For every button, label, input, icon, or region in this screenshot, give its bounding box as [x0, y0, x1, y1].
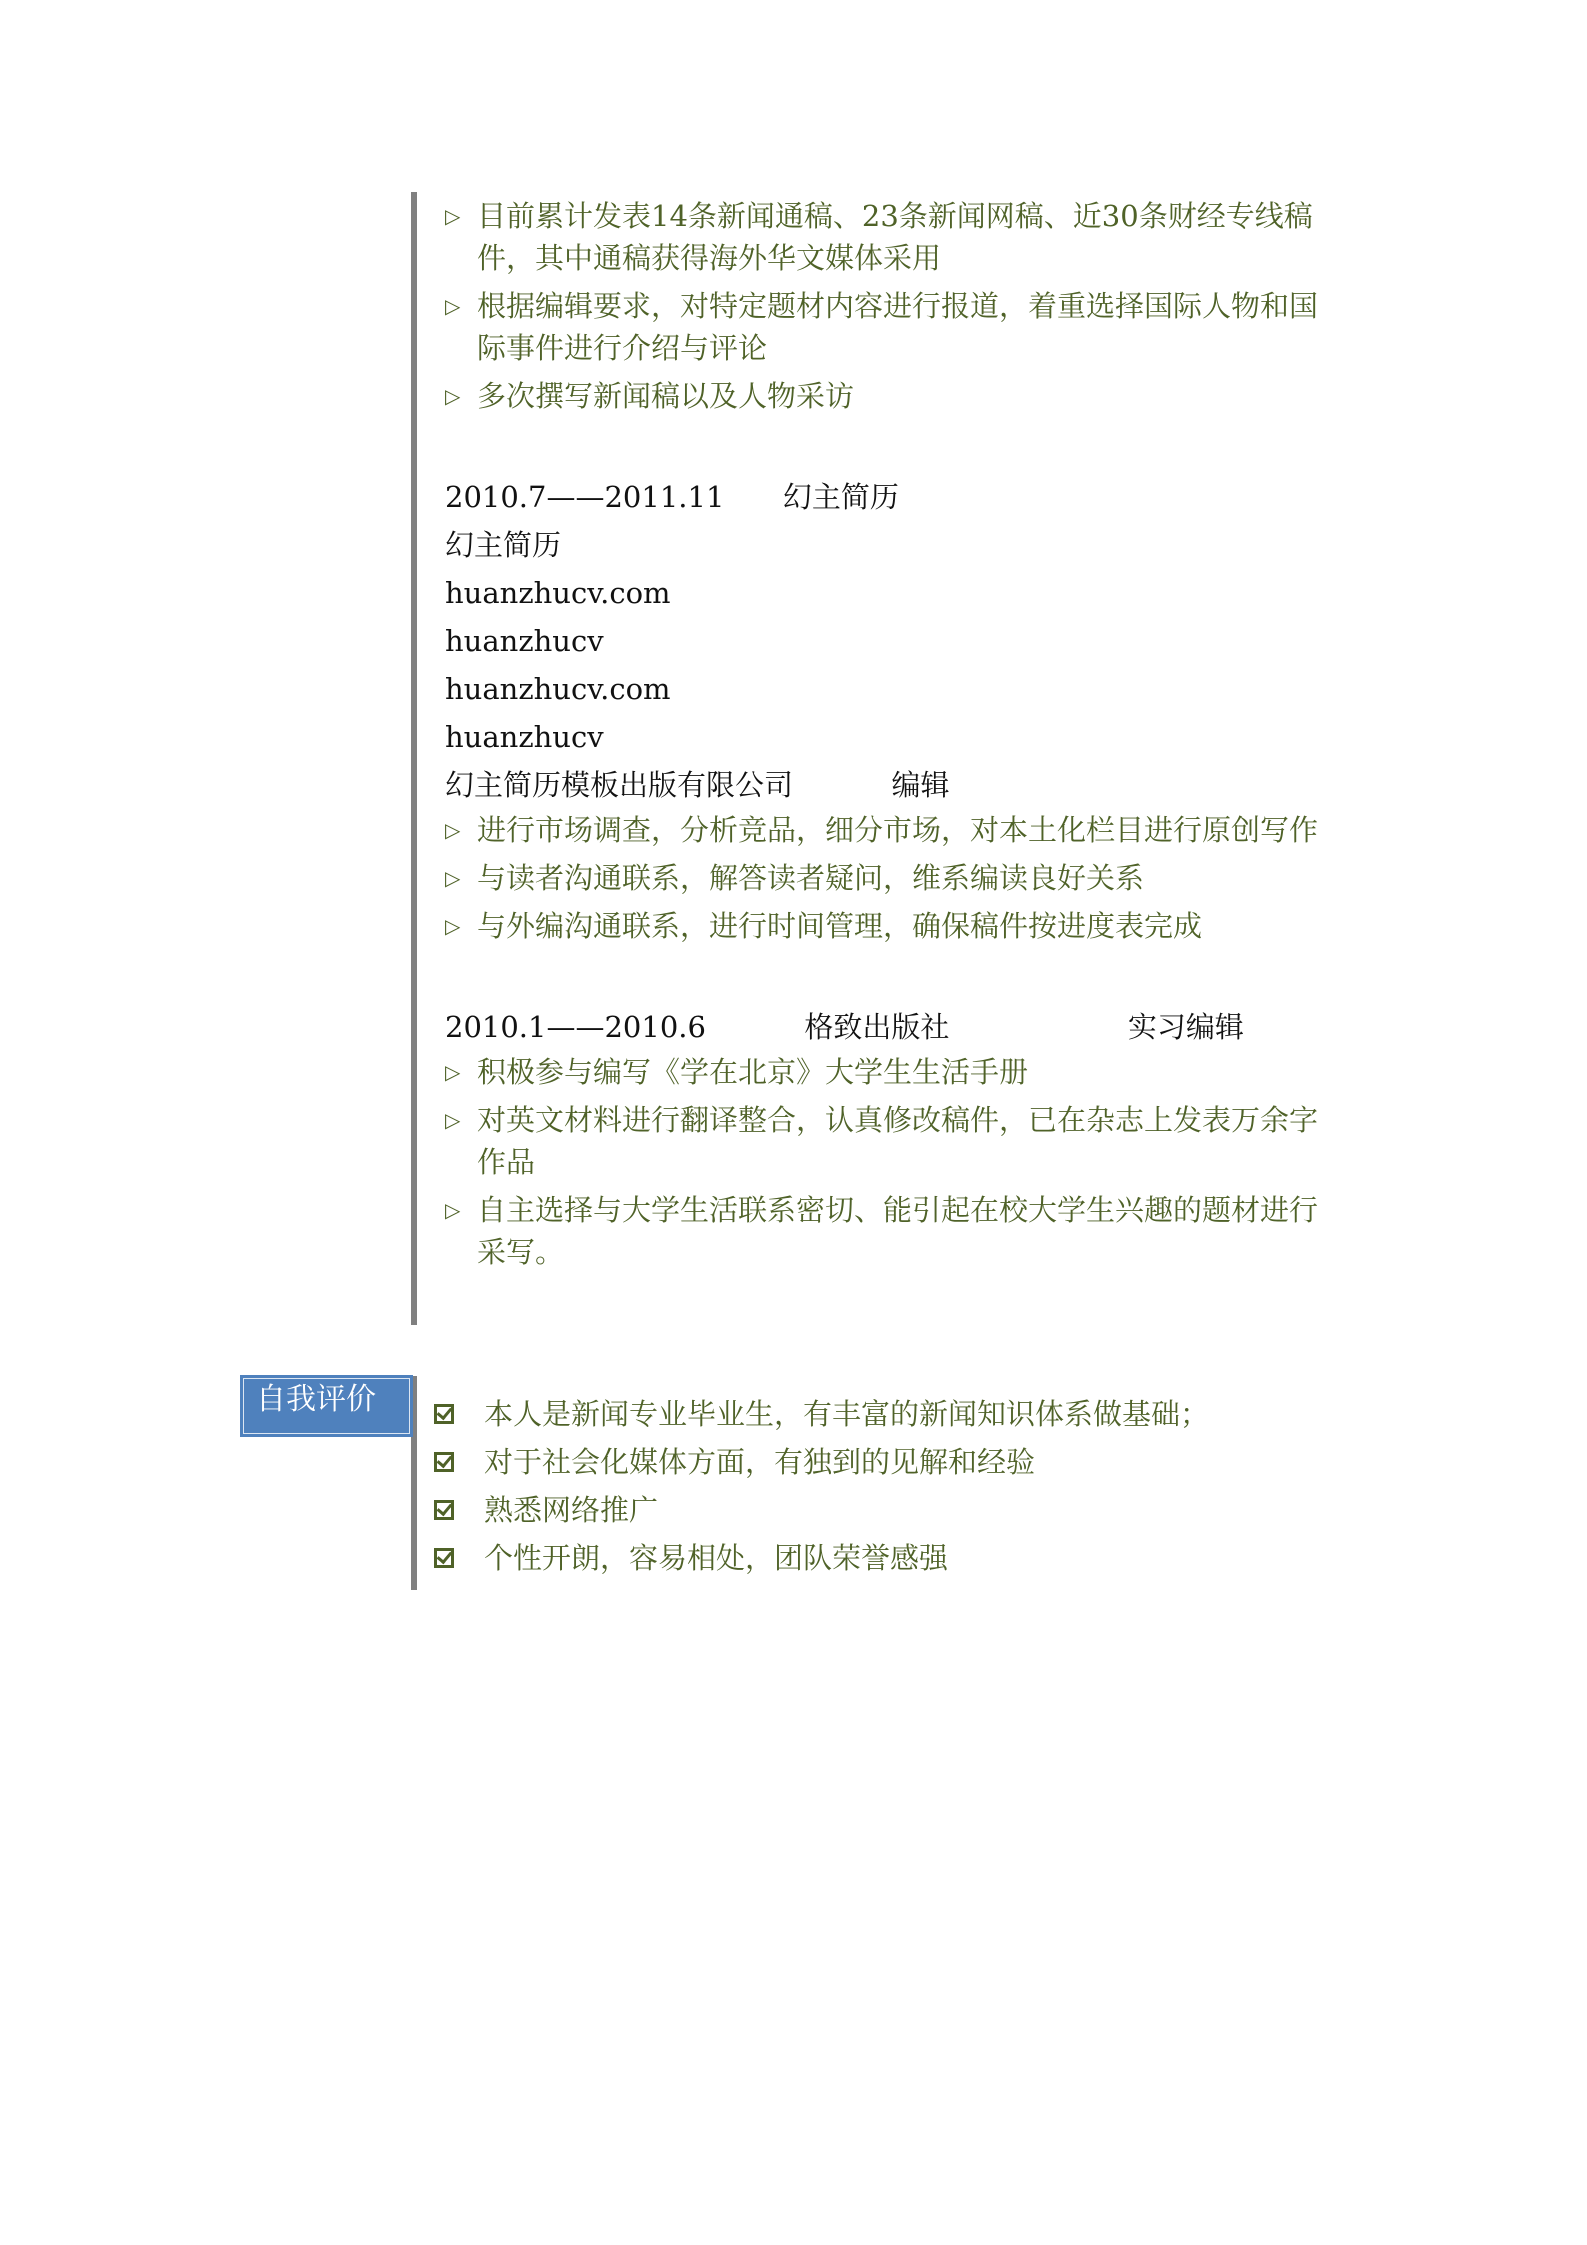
checklist-item: 本人是新闻专业毕业生，有丰富的新闻知识体系做基础； — [432, 1390, 1332, 1438]
job-role: 编辑 — [891, 768, 950, 802]
job-company-line — [445, 761, 1345, 809]
list-item: ▷ 进行市场调查，分析竞品，细分市场，对本土化栏目进行原创写作 — [445, 809, 1345, 851]
company-name: 幻主简历模板出版有限公司 — [445, 768, 794, 802]
list-item: ▷ 多次撰写新闻稿以及人物采访 — [445, 375, 1345, 417]
job-line: huanzhucv.com — [445, 672, 671, 706]
triangle-bullet-icon: ▷ — [445, 384, 461, 408]
job-heading — [445, 1003, 1345, 1051]
job-line: huanzhucv — [445, 720, 604, 754]
self-evaluation-header — [240, 1375, 413, 1437]
job-line: huanzhucv — [445, 624, 604, 658]
checklist-item: 熟悉网络推广 — [432, 1486, 1332, 1534]
list-item: ▷ 积极参与编写《学在北京》大学生生活手册 — [445, 1051, 1345, 1093]
triangle-bullet-icon: ▷ — [445, 1060, 461, 1084]
job-title: 幻主简历 — [782, 480, 899, 514]
triangle-bullet-icon: ▷ — [445, 204, 461, 228]
section-title: 自我评价 — [243, 1378, 410, 1434]
list-item: ▷ 对英文材料进行翻译整合，认真修改稿件，已在杂志上发表万余字作品 — [445, 1099, 1345, 1183]
checkbox-checked-icon — [434, 1404, 454, 1424]
checklist-item: 对于社会化媒体方面，有独到的见解和经验 — [432, 1438, 1332, 1486]
triangle-bullet-icon: ▷ — [445, 294, 461, 318]
triangle-bullet-icon: ▷ — [445, 914, 461, 938]
section-divider-bar — [411, 192, 417, 1325]
list-item: ▷ 与读者沟通联系，解答读者疑问，维系编读良好关系 — [445, 857, 1345, 899]
triangle-bullet-icon: ▷ — [445, 818, 461, 842]
job-line: 幻主简历 — [445, 528, 562, 562]
triangle-bullet-icon: ▷ — [445, 866, 461, 890]
job-heading — [445, 473, 1345, 521]
checkbox-checked-icon — [434, 1452, 454, 1472]
checkbox-checked-icon — [434, 1500, 454, 1520]
job-line: huanzhucv.com — [445, 576, 671, 610]
triangle-bullet-icon: ▷ — [445, 1108, 461, 1132]
experience-section — [445, 195, 1345, 1279]
job-role: 实习编辑 — [1127, 1010, 1244, 1044]
list-item: ▷ 目前累计发表14条新闻通稿、23条新闻网稿、近30条财经专线稿件，其中通稿获得海外华文媒体采用 — [445, 195, 1345, 279]
list-item: ▷ 自主选择与大学生活联系密切、能引起在校大学生兴趣的题材进行采写。 — [445, 1189, 1345, 1273]
job-period: 2010.1——2010.6 — [445, 1010, 706, 1044]
company-name: 格致出版社 — [804, 1010, 950, 1044]
triangle-bullet-icon: ▷ — [445, 1198, 461, 1222]
self-evaluation-list — [432, 1390, 1332, 1582]
list-item: ▷ 与外编沟通联系，进行时间管理，确保稿件按进度表完成 — [445, 905, 1345, 947]
list-item: ▷ 根据编辑要求，对特定题材内容进行报道，着重选择国际人物和国际事件进行介绍与评论 — [445, 285, 1345, 369]
job-period: 2010.7——2011.11 — [445, 480, 725, 514]
checklist-item: 个性开朗，容易相处，团队荣誉感强 — [432, 1534, 1332, 1582]
checkbox-checked-icon — [434, 1548, 454, 1568]
